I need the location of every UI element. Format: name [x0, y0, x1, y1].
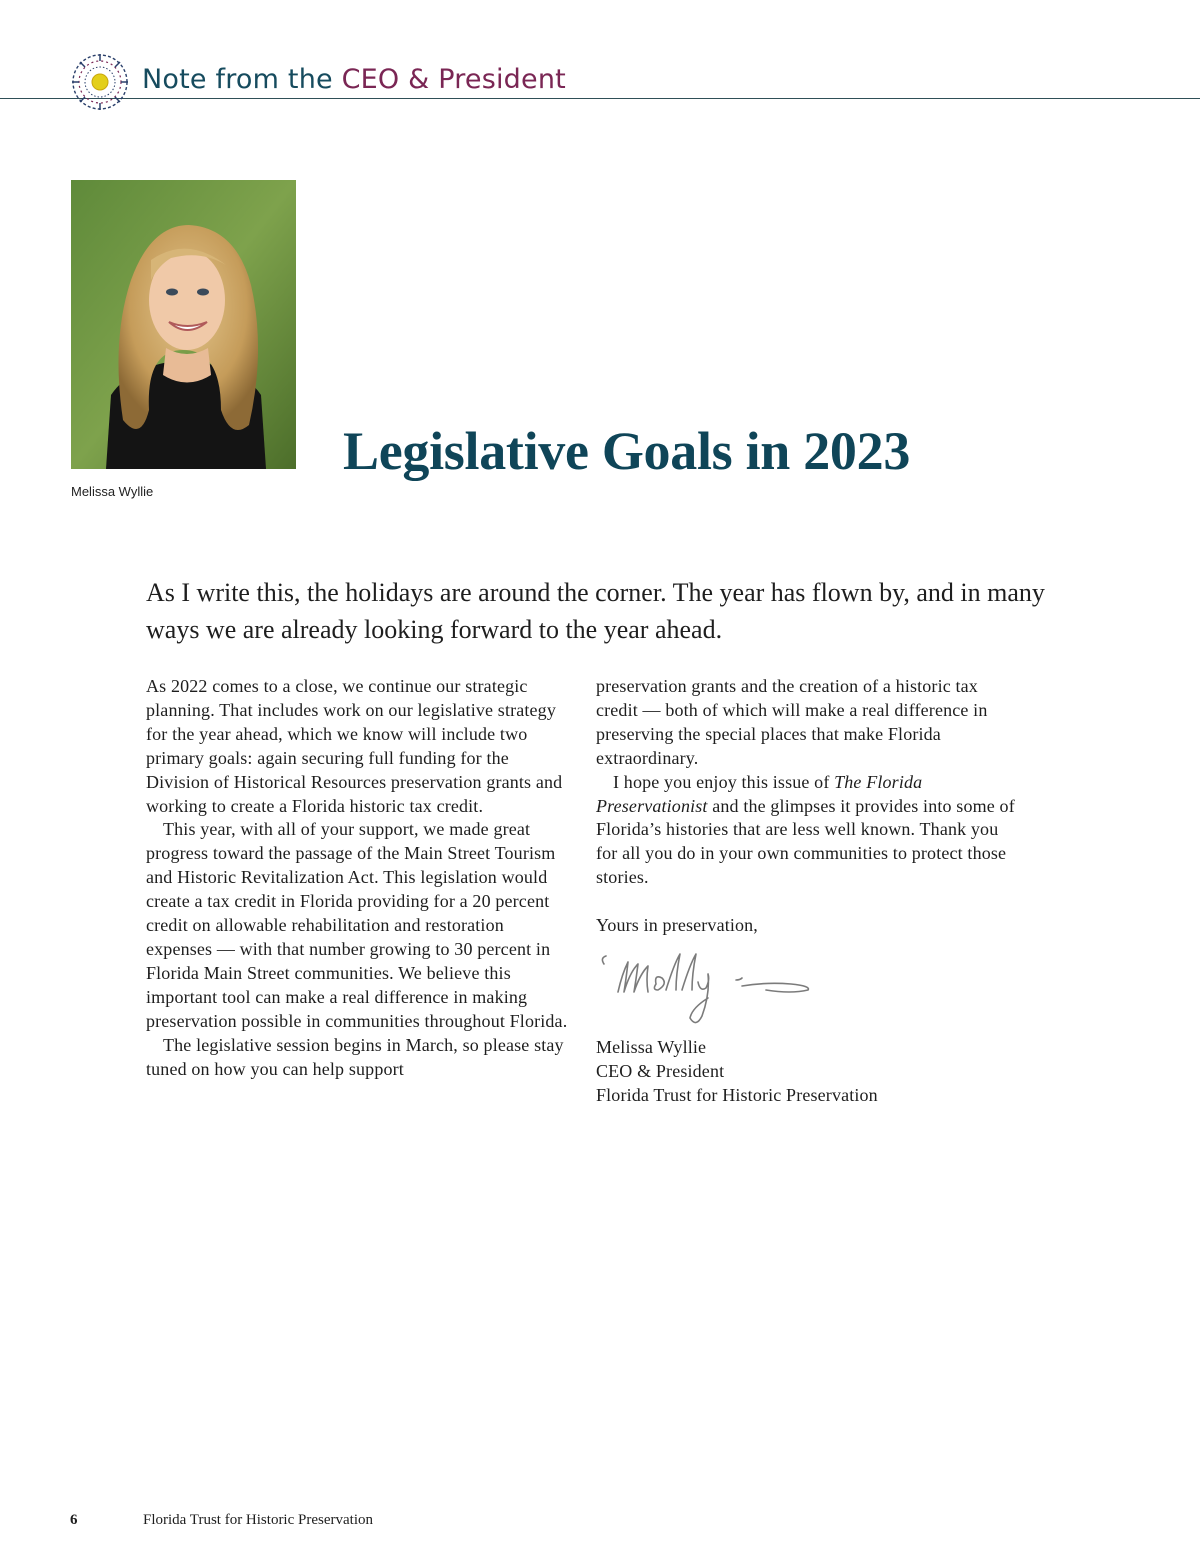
body-paragraph: As 2022 comes to a close, we continue our strategic planning. That includes work on our legislative strategy for the year ahead, which we know will include two primary goals: again securing full funding for the Division of Historical Resources preservation grants and working to create a Florida historic tax credit.	[146, 676, 563, 816]
header-rule	[0, 98, 1200, 99]
body-column-right	[596, 675, 1021, 1108]
paragraph-gap	[596, 890, 1021, 914]
body-paragraph-continuation: preservation grants and the creation of a historic tax credit — both of which will make a real difference in preserving the special places that make Florida extraordinary.	[596, 676, 988, 768]
article-lead: As I write this, the holidays are around the corner. The year has flown by, and in many ways we are already looking forward to the year ahead.	[146, 578, 1045, 644]
article-headline: Legislative Goals in 2023	[343, 421, 911, 481]
body-paragraph: The legislative session begins in March, so please stay tuned on how you can help support	[146, 1034, 564, 1079]
section-title-prefix: Note from the	[142, 64, 342, 95]
body-paragraph: This year, with all of your support, we made great progress toward the passage of the Main Street Tourism and Historic Revitalization Act. This legislation would create a tax credit in Florida providing for a 20 percent credit on allowable rehabilitation and restoration expenses — with that number growing to 30 percent in Florida Main Street communities. We believe this important tool can make a real difference in making preservation possible in communities throughout Florida.	[146, 819, 568, 1031]
body-paragraph	[596, 771, 1021, 891]
signer-title: CEO & President	[596, 1060, 725, 1081]
signer-organization: Florida Trust for Historic Preservation	[596, 1084, 878, 1105]
publication-name: The Florida Preservationist	[596, 771, 923, 816]
page-number: 6	[70, 1512, 78, 1528]
portrait-photo	[71, 180, 296, 469]
body-column-left	[146, 675, 571, 1081]
handwritten-signature-icon	[596, 944, 826, 1034]
sunburst-compass-logo-icon	[70, 52, 130, 112]
section-title	[142, 64, 566, 95]
enjoy-text-prefix: I hope you enjoy this issue of	[613, 771, 835, 792]
signer-name: Melissa Wyllie	[596, 1037, 707, 1058]
section-title-accent: CEO & President	[341, 64, 566, 95]
closing-line: Yours in preservation,	[596, 915, 758, 936]
footer-publication: Florida Trust for Historic Preservation	[143, 1512, 373, 1528]
photo-caption: Melissa Wyllie	[71, 484, 154, 499]
enjoy-text-suffix: and the glimpses it provides into some of Florida’s histories that are less well known. Thank you for all you do in your own communities to protect those stories.	[596, 795, 1015, 888]
